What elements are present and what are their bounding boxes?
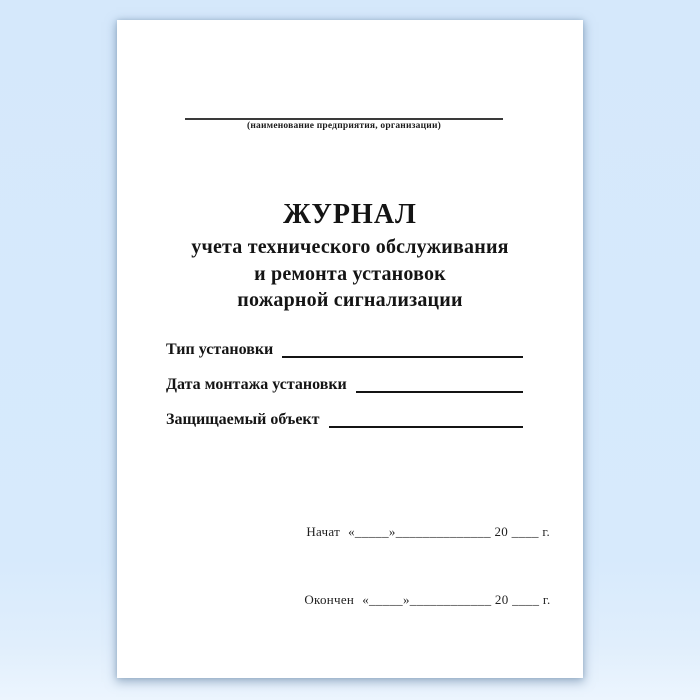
subtitle-line-1: учета технического обслуживания: [191, 236, 509, 258]
field-installation-type-label: Тип установки: [166, 341, 274, 358]
blank-line: [282, 341, 523, 358]
journal-subtitle: [117, 234, 583, 314]
organization-name-caption: (наименование предприятия, организации): [246, 121, 441, 131]
journal-title: ЖУРНАЛ: [283, 199, 417, 230]
started-label: Начат: [306, 524, 341, 539]
journal-cover-page: [117, 20, 583, 678]
blank-line: [329, 411, 524, 428]
finished-date-line: [283, 576, 551, 624]
started-date-line: [285, 508, 550, 556]
field-protected-object-label: Защищаемый объект: [166, 411, 320, 428]
finished-label: Окончен: [304, 592, 355, 607]
subtitle-line-3: пожарной сигнализации: [237, 289, 463, 311]
field-installation-date-label: Дата монтажа установки: [166, 376, 347, 393]
field-installation-type: [166, 342, 523, 358]
started-blank: «_____»______________ 20 ____ г.: [348, 524, 551, 539]
field-protected-object: [166, 412, 523, 428]
subtitle-line-2: и ремонта установок: [254, 262, 446, 285]
organization-name-line: [185, 118, 503, 131]
blank-line: [356, 376, 523, 393]
finished-blank: «_____»____________ 20 ____ г.: [362, 592, 551, 607]
field-installation-date: [166, 377, 523, 393]
